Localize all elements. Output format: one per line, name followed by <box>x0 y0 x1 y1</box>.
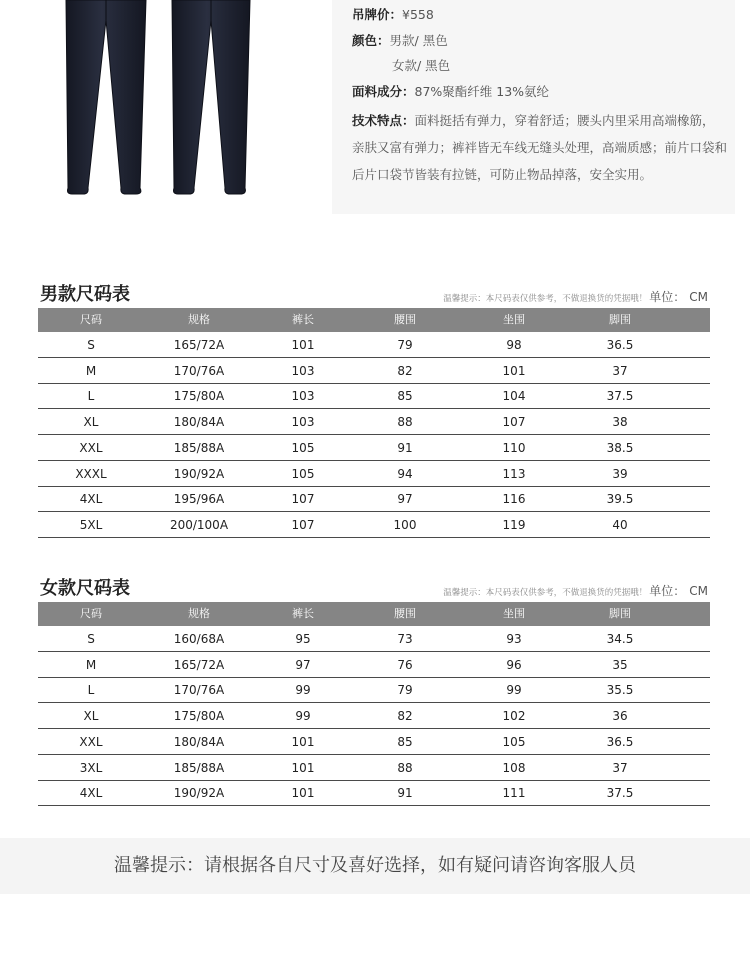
table-cell: 39 <box>612 466 628 481</box>
fabric-value: 87%聚酯纤维 13%氨纶 <box>414 84 550 99</box>
table-header-cell: 裤长 <box>292 607 314 620</box>
table-cell: 101 <box>502 363 526 378</box>
table-cell: 37 <box>612 363 628 378</box>
table-cell: 4XL <box>79 786 103 801</box>
table-cell: 73 <box>397 632 413 646</box>
tip-text: 温馨提示：请根据各自尺寸及喜好选择，如有疑问请咨询客服人员 <box>114 855 636 876</box>
table-cell: 200/100A <box>169 517 229 532</box>
table-cell: L <box>87 389 95 404</box>
table-cell: M <box>85 363 97 378</box>
table-cell: 82 <box>397 709 413 724</box>
table-header-cell: 坐围 <box>503 607 525 620</box>
table-cell: XXL <box>79 734 103 749</box>
table-header-cell: 坐围 <box>503 313 525 326</box>
table-cell: 111 <box>502 786 526 801</box>
table-cell: S <box>87 338 95 352</box>
table-cell: 35.5 <box>606 683 634 698</box>
table-cell: 101 <box>291 786 315 801</box>
table-row <box>38 358 710 384</box>
table-cell: 107 <box>502 415 526 430</box>
table-cell: 104 <box>502 389 526 404</box>
table-cell: 170/76A <box>173 683 225 698</box>
table-cell: XL <box>83 709 99 724</box>
table-cell: 190/92A <box>173 466 225 481</box>
table-cell: 101 <box>291 760 315 775</box>
table-cell: 93 <box>506 632 522 646</box>
table-cell: 101 <box>291 734 315 749</box>
table-cell: 170/76A <box>173 363 225 378</box>
table-cell: 103 <box>291 415 315 430</box>
table-header-row <box>38 308 710 332</box>
table-cell: 37.5 <box>606 786 634 801</box>
table-row <box>38 332 710 358</box>
table-cell: M <box>85 657 97 672</box>
table-cell: 97 <box>397 492 413 507</box>
color-row <box>352 31 448 51</box>
table-cell: 180/84A <box>173 415 225 430</box>
table-cell: 36 <box>612 709 628 724</box>
table-cell: 85 <box>397 389 413 404</box>
table-cell: 34.5 <box>606 632 634 646</box>
men-note-text: 温馨提示：本尺码表仅供参考，不做退换货的凭据哦！ <box>443 294 648 304</box>
table-row <box>38 383 710 409</box>
table-cell: 37 <box>612 760 628 775</box>
table-cell: 98 <box>506 338 522 352</box>
table-row <box>38 435 710 461</box>
table-row <box>38 652 710 678</box>
table-row <box>38 780 710 806</box>
table-header-cell: 脚围 <box>609 607 631 620</box>
table-row <box>38 409 710 435</box>
table-header-cell: 腰围 <box>394 607 416 620</box>
table-row <box>38 703 710 729</box>
table-cell: 3XL <box>79 760 103 775</box>
table-cell: 39.5 <box>606 492 634 507</box>
table-row <box>38 512 710 538</box>
table-cell: 82 <box>397 363 413 378</box>
table-cell: 96 <box>506 657 522 672</box>
table-cell: XXXL <box>75 466 107 481</box>
table-cell: 190/92A <box>173 786 225 801</box>
table-cell: XXL <box>79 440 103 455</box>
men-unit-label: 单位： <box>649 290 686 304</box>
table-header-cell: 尺码 <box>80 607 102 620</box>
fabric-row <box>352 82 549 102</box>
table-cell: 185/88A <box>173 440 225 455</box>
men-table-note <box>443 288 708 305</box>
table-cell: 100 <box>393 517 417 532</box>
table-cell: 91 <box>397 440 413 455</box>
table-cell: 101 <box>291 338 315 352</box>
table-header-cell: 尺码 <box>80 313 102 326</box>
table-row <box>38 677 710 703</box>
table-cell: 113 <box>502 466 526 481</box>
table-header-cell: 腰围 <box>394 313 416 326</box>
price-value: ¥558 <box>402 7 434 22</box>
women-table-title: 女款尺码表 <box>40 578 130 599</box>
color-men: 男款/ 黑色 <box>389 33 448 48</box>
fabric-label: 面料成分： <box>352 84 415 99</box>
feature-text <box>352 107 727 188</box>
table-header-cell: 规格 <box>188 607 210 620</box>
table-cell: 88 <box>397 415 413 430</box>
table-cell: 99 <box>295 683 311 698</box>
women-unit-value: CM <box>689 584 708 598</box>
table-cell: 76 <box>397 657 413 672</box>
table-cell: 38.5 <box>606 440 634 455</box>
table-cell: 99 <box>506 683 522 698</box>
price-row <box>352 5 434 25</box>
table-cell: 175/80A <box>173 389 225 404</box>
women-note-text: 温馨提示：本尺码表仅供参考，不做退换货的凭据哦！ <box>443 588 648 598</box>
product-info-panel <box>332 0 735 214</box>
table-cell: 119 <box>502 517 526 532</box>
table-cell: 103 <box>291 389 315 404</box>
table-cell: 94 <box>397 466 413 481</box>
table-row <box>38 626 710 652</box>
table-cell: 99 <box>295 709 311 724</box>
table-row <box>38 729 710 755</box>
table-row <box>38 461 710 487</box>
table-cell: 97 <box>295 657 311 672</box>
men-table-title: 男款尺码表 <box>40 284 130 305</box>
table-cell: 160/68A <box>173 632 225 646</box>
table-cell: 85 <box>397 734 413 749</box>
table-cell: 91 <box>397 786 413 801</box>
table-cell: 40 <box>612 517 628 532</box>
table-cell: 103 <box>291 363 315 378</box>
table-cell: 38 <box>612 415 628 430</box>
women-table-note <box>443 582 708 599</box>
table-header-cell: 脚围 <box>609 313 631 326</box>
table-cell: L <box>87 683 95 698</box>
table-cell: 5XL <box>79 517 103 532</box>
table-cell: 107 <box>291 517 315 532</box>
table-cell: 88 <box>397 760 413 775</box>
color-women-row <box>392 56 450 76</box>
pants-image <box>40 0 290 200</box>
table-cell: 180/84A <box>173 734 225 749</box>
table-cell: 185/88A <box>173 760 225 775</box>
table-cell: 175/80A <box>173 709 225 724</box>
table-cell: 95 <box>295 632 311 646</box>
table-cell: 108 <box>502 760 526 775</box>
price-label: 吊牌价： <box>352 7 403 22</box>
table-cell: 36.5 <box>606 734 634 749</box>
tip-bar <box>0 838 750 894</box>
feature-label: 技术特点： <box>352 113 415 128</box>
table-cell: 35 <box>612 657 628 672</box>
table-cell: 105 <box>502 734 526 749</box>
women-unit-label: 单位： <box>649 584 686 598</box>
table-cell: 110 <box>502 440 526 455</box>
table-cell: 105 <box>291 466 315 481</box>
table-cell: 37.5 <box>606 389 634 404</box>
table-cell: 79 <box>397 338 413 352</box>
table-cell: XL <box>83 415 99 430</box>
table-header-cell: 规格 <box>188 313 210 326</box>
table-cell: S <box>87 632 95 646</box>
table-cell: 165/72A <box>173 338 225 352</box>
table-cell: 36.5 <box>606 338 634 352</box>
table-cell: 165/72A <box>173 657 225 672</box>
color-label: 颜色： <box>352 33 390 48</box>
table-cell: 105 <box>291 440 315 455</box>
table-cell: 79 <box>397 683 413 698</box>
table-cell: 107 <box>291 492 315 507</box>
men-unit-value: CM <box>689 290 708 304</box>
table-cell: 116 <box>502 492 526 507</box>
color-women: 女款/ 黑色 <box>392 58 451 73</box>
table-header-cell: 裤长 <box>292 313 314 326</box>
table-row <box>38 486 710 512</box>
table-cell: 4XL <box>79 492 103 507</box>
table-cell: 102 <box>502 709 526 724</box>
product-section <box>0 0 750 222</box>
table-cell: 195/96A <box>173 492 225 507</box>
feature-value: 面料挺括有弹力，穿着舒适；腰头内里采用高端橡筋，亲肤又富有弹力；裤袢皆无车线无缝头处理，高端质感；前片口袋和后片口袋节皆装有拉链，可防止物品掉落，安全实用。 <box>352 113 728 182</box>
table-row <box>38 755 710 781</box>
table-header-row <box>38 602 710 626</box>
